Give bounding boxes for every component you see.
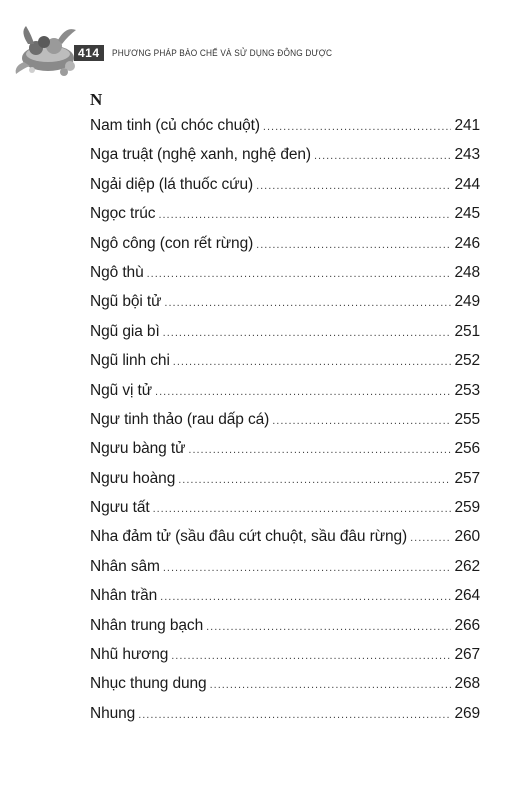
- toc-entry-page: 260: [454, 528, 480, 546]
- toc-entry-name: Ngưu hoàng: [90, 469, 176, 487]
- toc-entry-name: Ngô thù: [90, 263, 144, 281]
- toc-entry-name: Ngưu tất: [90, 499, 150, 517]
- toc-entry-page: 257: [454, 469, 480, 487]
- dot-leader: [256, 239, 451, 251]
- dot-leader: [164, 297, 451, 309]
- toc-entry-page: 244: [454, 175, 480, 193]
- toc-entry: [90, 587, 480, 616]
- toc-entry: [90, 499, 480, 528]
- dot-leader: [410, 532, 451, 544]
- toc-entry: [90, 352, 480, 381]
- toc-entry: [90, 411, 480, 440]
- dot-leader: [206, 621, 451, 633]
- toc-entry-name: Nga truật (nghệ xanh, nghệ đen): [90, 146, 311, 164]
- toc-entry-name: Ngưu bàng tử: [90, 440, 186, 458]
- dot-leader: [188, 444, 451, 456]
- toc-entry-name: Nhục thung dung: [90, 675, 207, 693]
- toc-entry: [90, 323, 480, 352]
- dot-leader: [163, 562, 452, 574]
- toc-entry: [90, 176, 480, 205]
- toc-entry-page: 255: [454, 410, 480, 428]
- toc-entry-page: 252: [454, 352, 480, 370]
- dot-leader: [163, 327, 452, 339]
- toc-entry-name: Ngọc trúc: [90, 205, 156, 223]
- toc-entry-page: 262: [454, 557, 480, 575]
- toc-entry-page: 241: [454, 117, 480, 134]
- dot-leader: [272, 415, 451, 427]
- toc-entry-name: Ngũ gia bì: [90, 322, 160, 340]
- toc-entry: [90, 558, 480, 587]
- dot-leader: [153, 503, 452, 515]
- dot-leader: [155, 386, 451, 398]
- toc-entry-name: Ngũ vị tử: [90, 381, 153, 399]
- toc-entry-name: Nhân sâm: [90, 557, 160, 575]
- dot-leader: [138, 709, 451, 721]
- page-header: [0, 22, 524, 82]
- toc-entry-name: Nhũ hương: [90, 646, 169, 664]
- toc-entry-page: 248: [454, 263, 480, 281]
- toc-entry: [90, 264, 480, 293]
- dot-leader: [314, 150, 451, 162]
- toc-entry-page: 268: [454, 675, 480, 693]
- dot-leader: [173, 356, 452, 368]
- toc-entry-page: 269: [454, 704, 480, 722]
- toc-entry: [90, 293, 480, 322]
- dot-leader: [263, 121, 452, 133]
- dot-leader: [160, 591, 451, 603]
- dot-leader: [147, 268, 452, 280]
- toc-entry-name: Ngô công (con rết rừng): [90, 234, 254, 252]
- toc-entry-page: 243: [454, 146, 480, 164]
- toc-entry-page: 267: [454, 646, 480, 664]
- toc-entry: [90, 470, 480, 499]
- toc-entry: [90, 117, 480, 146]
- toc-list: [90, 117, 480, 734]
- toc-entry-page: 245: [454, 205, 480, 223]
- toc-entry: [90, 646, 480, 675]
- toc-entry-name: Ngũ bội tử: [90, 293, 162, 311]
- toc-entry-page: 266: [454, 616, 480, 634]
- toc-entry: [90, 205, 480, 234]
- header-page-number: 414: [74, 45, 104, 61]
- toc-entry-name: Ngư tinh thảo (rau dấp cá): [90, 410, 270, 428]
- toc-entry-name: Nhân trần: [90, 587, 158, 605]
- dot-leader: [158, 209, 451, 221]
- dot-leader: [178, 474, 451, 486]
- toc-entry: [90, 440, 480, 469]
- toc-entry-name: Nha đảm tử (sầu đâu cứt chuột, sầu đâu rừng): [90, 528, 408, 546]
- toc-entry: [90, 705, 480, 734]
- toc-entry-page: 256: [454, 440, 480, 458]
- toc-entry: [90, 146, 480, 175]
- toc-entry-page: 251: [454, 322, 480, 340]
- toc-entry-name: Ngải diệp (lá thuốc cứu): [90, 175, 254, 193]
- toc-entry-page: 249: [454, 293, 480, 311]
- dot-leader: [256, 180, 451, 192]
- toc-entry: [90, 675, 480, 704]
- toc-entry-name: Nam tinh (củ chóc chuột): [90, 117, 260, 134]
- toc-entry-page: 253: [454, 381, 480, 399]
- running-title: PHƯƠNG PHÁP BÀO CHẾ VÀ SỬ DỤNG ĐÔNG DƯỢC: [111, 48, 332, 58]
- toc-entry-name: Nhung: [90, 704, 136, 722]
- toc-entry-name: Nhân trung bạch: [90, 616, 204, 634]
- toc-entry: [90, 528, 480, 557]
- toc-entry: [90, 617, 480, 646]
- toc-entry: [90, 235, 480, 264]
- dot-leader: [210, 679, 452, 691]
- toc-entry-page: 259: [454, 499, 480, 517]
- toc-entry: [90, 382, 480, 411]
- toc-entry-page: 246: [454, 234, 480, 252]
- toc-entry-name: Ngũ linh chi: [90, 352, 170, 370]
- toc-entry-page: 264: [454, 587, 480, 605]
- section-letter: N: [90, 90, 103, 109]
- dot-leader: [171, 650, 451, 662]
